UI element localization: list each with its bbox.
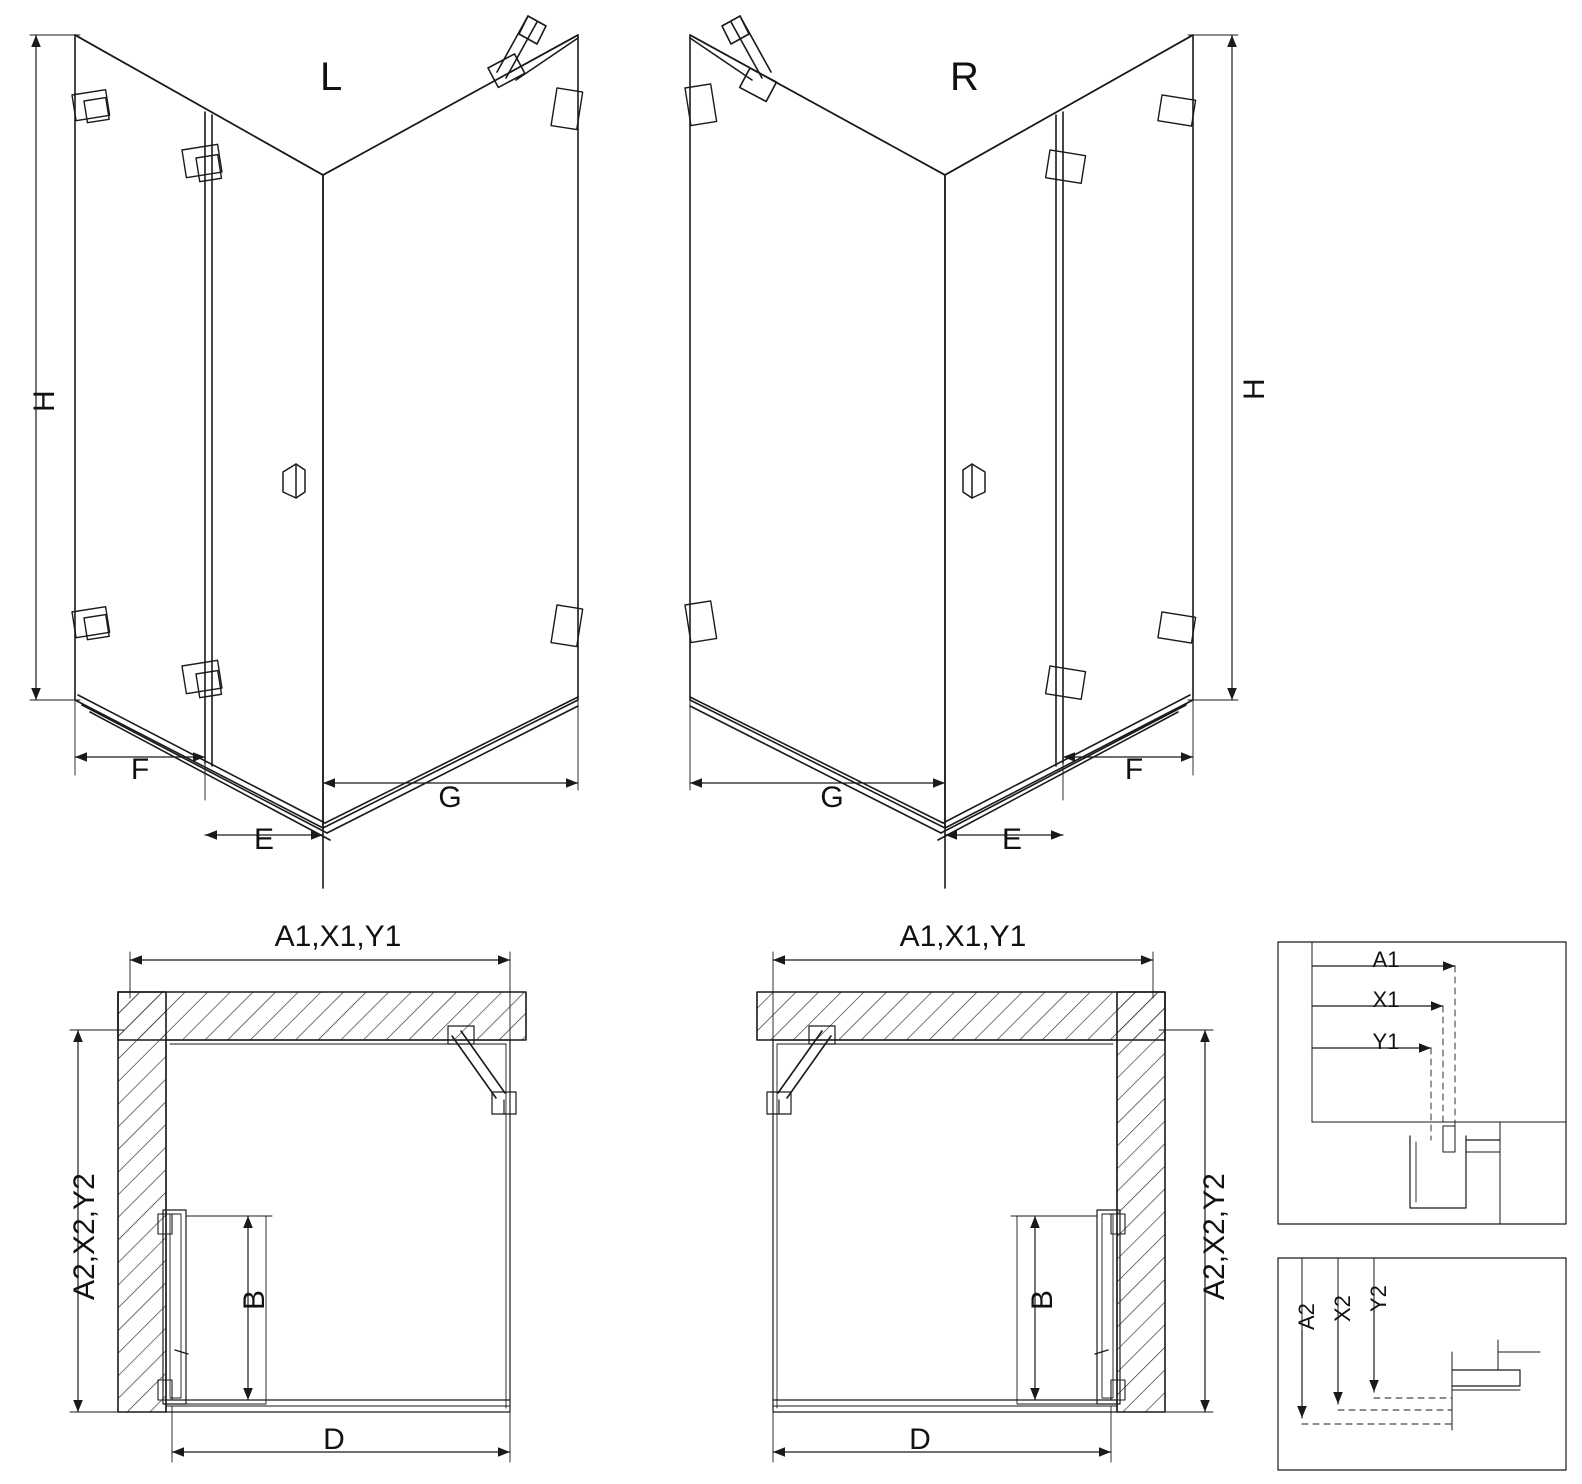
iso-view-left bbox=[30, 16, 583, 888]
dim-g-left: G bbox=[438, 781, 462, 814]
dim-e-right: E bbox=[1001, 823, 1023, 856]
plan-view-left bbox=[70, 952, 526, 1462]
dim-f-right: F bbox=[1124, 753, 1144, 786]
detail-bottom bbox=[1278, 1258, 1566, 1470]
plan-left-top-dim: A1,X1,Y1 bbox=[274, 920, 402, 953]
plan-left-bottom-dim: D bbox=[323, 1423, 345, 1456]
plan-view-right bbox=[757, 952, 1213, 1462]
detail-label-y2: Y2 bbox=[1366, 1285, 1391, 1312]
view-label-left: L bbox=[320, 55, 343, 99]
view-label-right: R bbox=[950, 55, 979, 99]
detail-label-x1: X1 bbox=[1372, 987, 1400, 1012]
plan-left-door-dim: B bbox=[238, 1289, 271, 1310]
dim-f-left: F bbox=[130, 753, 150, 786]
dim-e-left: E bbox=[253, 823, 275, 856]
iso-view-right bbox=[685, 16, 1238, 888]
detail-label-y1: Y1 bbox=[1372, 1029, 1400, 1054]
dim-g-right: G bbox=[820, 781, 844, 814]
plan-right-side-dim: A2,X2,Y2 bbox=[1198, 1173, 1231, 1300]
plan-right-door-dim: B bbox=[1026, 1289, 1059, 1310]
detail-label-a2: A2 bbox=[1294, 1303, 1319, 1330]
plan-left-side-dim: A2,X2,Y2 bbox=[68, 1173, 101, 1300]
dim-h-right: H bbox=[1238, 378, 1271, 400]
detail-label-x2: X2 bbox=[1330, 1295, 1355, 1322]
detail-top bbox=[1278, 942, 1566, 1224]
dim-h-left: H bbox=[28, 390, 61, 412]
detail-label-a1: A1 bbox=[1372, 947, 1400, 972]
plan-right-top-dim: A1,X1,Y1 bbox=[899, 920, 1027, 953]
plan-right-bottom-dim: D bbox=[909, 1423, 931, 1456]
